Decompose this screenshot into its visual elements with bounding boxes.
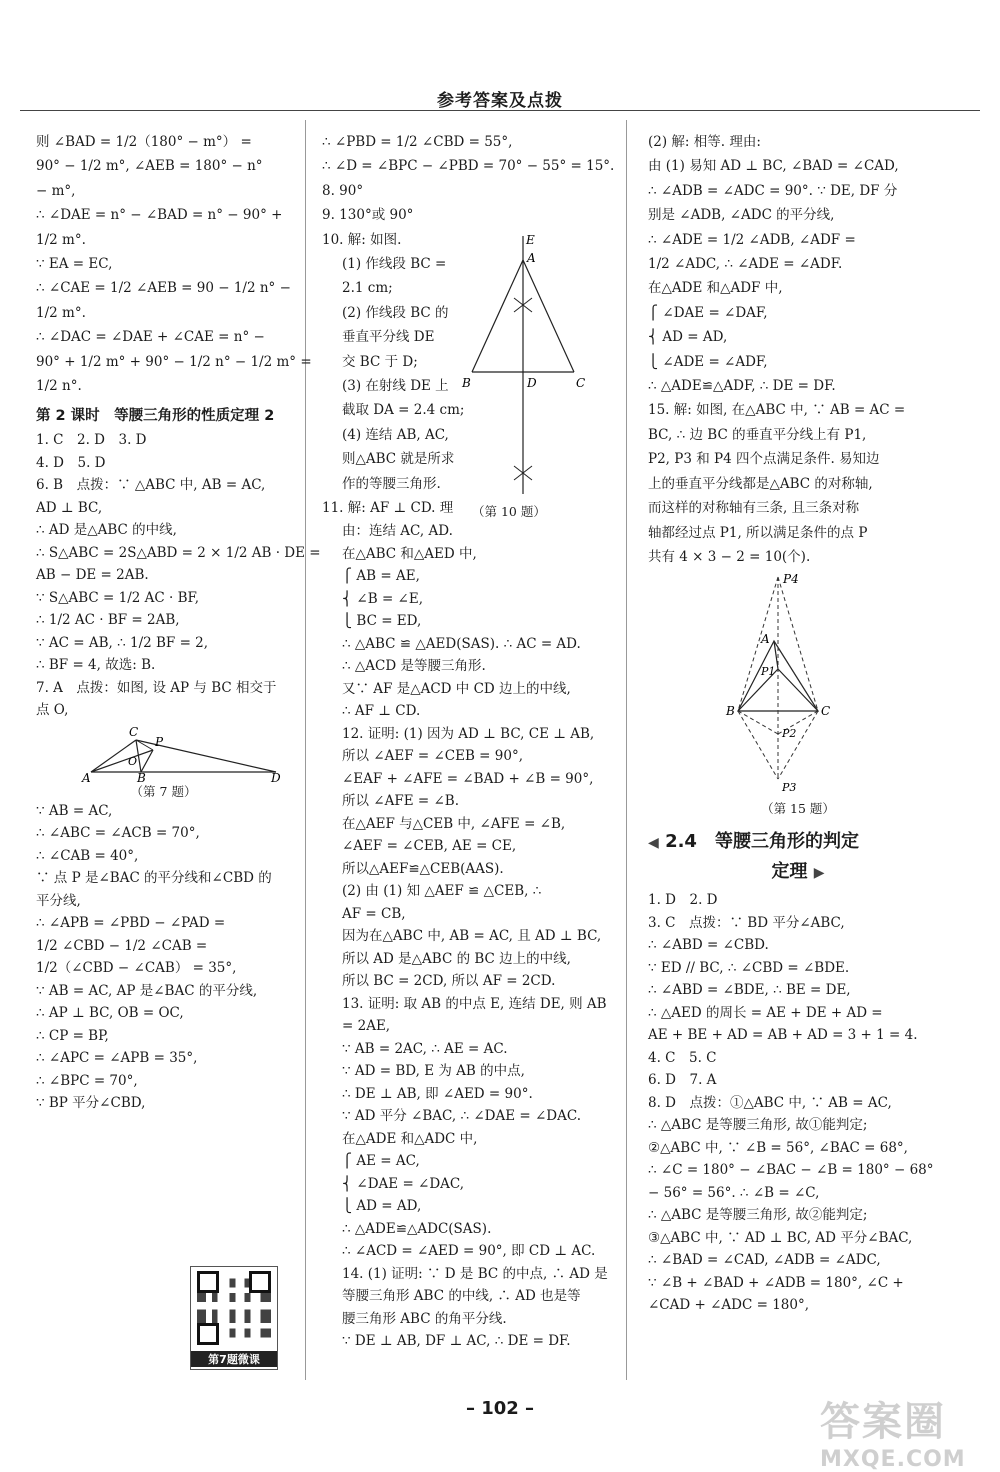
text-line: ∠EAF + ∠AFE = ∠BAD + ∠B = 90°, <box>342 770 594 787</box>
text-line: 1/2 m°. <box>36 304 86 321</box>
text-line: 3. C 点拨：∵ BD 平分∠ABC, <box>648 914 845 931</box>
watermark <box>820 1390 966 1472</box>
figure-15-caption: （第 15 题） <box>761 801 835 817</box>
text-line: ∴ ∠APB = ∠PBD − ∠PAD = <box>36 915 226 932</box>
qr-label: 第7题微课 <box>191 1351 277 1367</box>
text-line: = 2AE, <box>342 1018 391 1035</box>
column-2 <box>322 130 615 1353</box>
section-title-2-4-cont <box>648 857 948 883</box>
fig10-label-A: A <box>527 251 536 266</box>
col1-top-lines <box>36 130 312 398</box>
fig7-label-C: C <box>129 724 139 739</box>
column-3 <box>648 130 948 1317</box>
text-line: ∴ CP = BP, <box>36 1027 109 1044</box>
text-line: ⎨ ∠B = ∠E, <box>342 590 423 607</box>
text-line: ∵ AD 平分 ∠BAC, ∴ ∠DAE = ∠DAC. <box>342 1108 581 1125</box>
text-line: ∴ ∠ABC = ∠ACB = 70°, <box>36 825 200 842</box>
fig15-label-B: B <box>726 704 735 719</box>
text-line: AF = CB, <box>342 905 406 922</box>
text-line: ∠AEF = ∠CEB, AE = CE, <box>342 838 517 855</box>
text-line: 12. 证明: (1) 因为 AD ⊥ BC, CE ⊥ AB, <box>342 725 595 742</box>
col1-mid-lines <box>36 429 321 722</box>
text-line: (3) 在射线 DE 上 <box>342 378 449 395</box>
text-line: 交 BC 于 D; <box>342 353 418 370</box>
text-line: ∵ S△ABC = 1/2 AC · BF, <box>36 589 200 606</box>
text-line: (2) 解: 相等. 理由: <box>648 134 761 150</box>
text-line: 6. B 点拨：∵ △ABC 中, AB = AC, <box>36 477 266 494</box>
text-line: − 56° = 56°. ∴ ∠B = ∠C, <box>648 1184 820 1201</box>
fig7-label-A: A <box>82 770 91 785</box>
text-line: 上的垂直平分线都是△ABC 的对称轴, <box>648 475 873 492</box>
fig7-label-B: B <box>137 770 146 785</box>
text-line: ∵ AC = AB, ∴ 1/2 BF = 2, <box>36 634 209 651</box>
text-line: ∴ ∠ADB = ∠ADC = 90°. ∵ DE, DF 分 <box>648 182 898 199</box>
text-line: 等腰三角形 ABC 的中线, ∴ AD 也是等 <box>342 1288 581 1305</box>
text-line: 1. D 2. D <box>648 892 718 909</box>
text-line: ∴ AD 是△ABC 的中线, <box>36 522 177 539</box>
text-line: ∵ AB = AC, <box>36 802 113 819</box>
text-line: ⎧ ∠DAE = ∠DAF, <box>648 304 768 321</box>
text-line: ∴ ∠BAD = ∠CAD, ∠ADB = ∠ADC, <box>648 1252 881 1269</box>
text-line: 在△ABC 和△AED 中, <box>342 545 477 562</box>
text-line: ∠CAD + ∠ADC = 180°, <box>648 1297 810 1314</box>
text-line: (2) 由 (1) 知 △AEF ≌ △CEB, ∴ <box>342 883 542 900</box>
text-line: 1/2 m°. <box>36 231 86 248</box>
fig10-label-C: C <box>576 376 586 391</box>
section-title-2-4-text: 2.4 等腰三角形的判定 <box>665 831 859 853</box>
text-line: 由 (1) 易知 AD ⊥ BC, ∠BAD = ∠CAD, <box>648 158 899 175</box>
text-line: ∴ ∠ACD = ∠AED = 90°, 即 CD ⊥ AC. <box>342 1243 596 1260</box>
text-line: 1/2 ∠CBD − 1/2 ∠CAB = <box>36 937 208 954</box>
column-divider-1 <box>305 120 306 1380</box>
text-line: 在△ADE 和△ADF 中, <box>648 280 783 297</box>
text-line: ∴ ∠CAE = 1/2 ∠AEB = 90 − 1/2 n° − <box>36 280 291 297</box>
text-line: 所以 ∠AEF = ∠CEB = 90°, <box>342 748 523 765</box>
text-line: 平分线, <box>36 892 81 909</box>
text-line: 别是 ∠ADB, ∠ADC 的平分线, <box>648 207 835 224</box>
figure-15-diagram <box>728 569 858 799</box>
text-line: 点 O, <box>36 702 69 719</box>
q10-lines <box>342 252 464 496</box>
watermark-main: 答案圈 <box>820 1399 946 1445</box>
text-line: ∴ ∠CAB = 40°, <box>36 847 139 864</box>
text-line: 90° + 1/2 m° + 90° − 1/2 n° − 1/2 m° = <box>36 353 312 370</box>
fig15-label-P2: P2 <box>782 727 797 741</box>
section-title-2-4-text-2: 定理 <box>771 861 808 883</box>
text-line: ∵ BP 平分∠CBD, <box>36 1095 146 1112</box>
column-1 <box>36 130 321 1115</box>
text-line: 1. C 2. D 3. D <box>36 432 147 449</box>
text-line: 则 ∠BAD = 1/2（180° − m°） = <box>36 134 252 150</box>
text-line: AB − DE = 2AB. <box>36 567 149 584</box>
text-line: 9. 130°或 90° <box>322 207 414 224</box>
text-line: ∴ AF ⊥ CD. <box>342 703 421 720</box>
qr-finder-2 <box>249 1271 271 1293</box>
text-line: (1) 作线段 BC = <box>342 256 447 273</box>
col1-bottom-lines <box>36 800 291 1115</box>
text-line: ∴ ∠C = 180° − ∠BAC − ∠B = 180° − 68° <box>648 1162 934 1179</box>
figure-10-diagram <box>462 232 592 500</box>
fig7-label-D: D <box>271 770 281 785</box>
fig10-label-B: B <box>462 376 471 391</box>
text-line: 1/2 ∠ADC, ∴ ∠ADE = ∠ADF. <box>648 256 843 273</box>
fig15-label-P3: P3 <box>782 781 797 795</box>
text-line: ∵ AB = AC, AP 是∠BAC 的平分线, <box>36 982 258 999</box>
q11-first-line: 11. 解: AF ⊥ CD. 理 <box>322 500 454 517</box>
watermark-sub: MXQE.COM <box>820 1447 966 1472</box>
text-line: ∴ ∠ADE = 1/2 ∠ADB, ∠ADF = <box>648 231 856 248</box>
text-line: ∵ ED // BC, ∴ ∠CBD = ∠BDE. <box>648 959 850 976</box>
text-line: ∴ BF = 4, 故选: B. <box>36 657 156 674</box>
page-number: – 102 – <box>465 1398 535 1419</box>
text-line: ∵ ∠B + ∠BAD + ∠ADB = 180°, ∠C + <box>648 1274 904 1291</box>
text-line: ②△ABC 中, ∵ ∠B = 56°, ∠BAC = 68°, <box>648 1139 908 1156</box>
text-line: 8. D 点拨：①△ABC 中, ∵ AB = AC, <box>648 1094 892 1111</box>
text-line: ∴ ∠BPC = 70°, <box>36 1072 138 1089</box>
fig10-label-E: E <box>526 233 535 248</box>
figure-10-caption: （第 10 题） <box>472 504 546 520</box>
text-line: 所以 ∠AFE = ∠B. <box>342 793 459 810</box>
text-line: ∴ 1/2 AC · BF = 2AB, <box>36 612 180 629</box>
text-line: (4) 连结 AB, AC, <box>342 426 449 443</box>
text-line: 所以△AEF≌△CEB(AAS). <box>342 860 504 877</box>
text-line: ∵ AD = BD, E 为 AB 的中点, <box>342 1063 525 1080</box>
text-line: 1/2 n°. <box>36 378 82 395</box>
text-line: ③△ABC 中, ∵ AD ⊥ BC, AD 平分∠BAC, <box>648 1229 913 1246</box>
text-line: 轴都经过点 P1, 所以满足条件的点 P <box>648 524 868 541</box>
text-line: 作的等腰三角形. <box>342 475 441 492</box>
text-line: ∴ AP ⊥ BC, OB = OC, <box>36 1005 184 1022</box>
text-line: AE + BE + AD = AB + AD = 3 + 1 = 4. <box>648 1027 918 1044</box>
text-line: 所以 BC = 2CD, 所以 AF = 2CD. <box>342 973 556 990</box>
text-line: 13. 证明: 取 AB 的中点 E, 连结 DE, 则 AB <box>342 995 607 1012</box>
text-line: P2, P3 和 P4 四个点满足条件. 易知边 <box>648 451 880 468</box>
fig15-label-C: C <box>821 704 831 719</box>
text-line: ∴ △ABC 是等腰三角形, 故②能判定; <box>648 1207 868 1224</box>
text-line: 在△ADE 和△ADC 中, <box>342 1130 478 1147</box>
fig7-label-P: P <box>155 734 164 749</box>
fig15-label-P4: P4 <box>783 572 799 587</box>
text-line: 则△ABC 就是所求 <box>342 451 455 468</box>
text-line: ∴ △ABC 是等腰三角形, 故①能判定; <box>648 1117 868 1134</box>
text-line: ∴ S△ABC = 2S△ABD = 2 × 1/2 AB · DE = <box>36 544 321 561</box>
text-line: ∴ DE ⊥ AB, 即 ∠AED = 90°. <box>342 1085 533 1102</box>
text-line: ⎧ AB = AE, <box>342 568 420 585</box>
text-line: ∵ 点 P 是∠BAC 的平分线和∠CBD 的 <box>36 870 272 887</box>
figure-15 <box>648 569 948 799</box>
text-line: 由：连结 AC, AD. <box>342 523 453 540</box>
text-line: ∴ △ADE≌△ADF, ∴ DE = DF. <box>648 378 836 395</box>
text-line: 垂直平分线 DE <box>342 329 435 346</box>
text-line: BC, ∴ 边 BC 的垂直平分线上有 P1, <box>648 426 867 443</box>
text-line: ∵ EA = EC, <box>36 256 113 273</box>
text-line: ⎩ ∠ADE = ∠ADF, <box>648 353 768 370</box>
col3-bottom-lines <box>648 889 948 1317</box>
col3-top-lines <box>648 130 948 569</box>
text-line: 共有 4 × 3 − 2 = 10(个). <box>648 548 811 565</box>
text-line: 14. (1) 证明: ∵ D 是 BC 的中点, ∴ AD 是 <box>342 1265 608 1282</box>
text-line: 6. D 7. A <box>648 1072 717 1089</box>
text-line: ∴ ∠ABD = ∠BDE, ∴ BE = DE, <box>648 982 851 999</box>
fig10-label-D: D <box>527 376 537 391</box>
fig15-label-P1: P1 <box>761 665 776 679</box>
text-line: ∵ AB = 2AC, ∴ AE = AC. <box>342 1040 508 1057</box>
text-line: ⎨ AD = AD, <box>648 329 728 346</box>
section-title-lesson2: 第 2 课时 等腰三角形的性质定理 2 <box>36 408 275 425</box>
text-line: 15. 解: 如图, 在△ABC 中, ∵ AB = AC = <box>648 402 906 419</box>
qr-code[interactable] <box>190 1266 278 1370</box>
text-line: 4. C 5. C <box>648 1049 717 1066</box>
figure-7 <box>36 722 291 785</box>
text-line: ⎨ ∠DAE = ∠DAC, <box>342 1175 465 1192</box>
text-line: ∴ ∠D = ∠BPC − ∠PBD = 70° − 55° = 15°. <box>322 158 615 175</box>
figure-7-caption: （第 7 题） <box>130 783 197 799</box>
text-line: ∴ ∠APC = ∠APB = 35°, <box>36 1050 198 1067</box>
text-line: 2.1 cm; <box>342 280 393 297</box>
figure-7-diagram <box>81 722 281 785</box>
text-line: (2) 作线段 BC 的 <box>342 304 449 321</box>
qr-finder-1 <box>197 1271 219 1293</box>
text-line: AD ⊥ BC, <box>36 499 103 516</box>
text-line: 10. 解: 如图. <box>322 231 402 248</box>
text-line: 在△AEF 与△CEB 中, ∠AFE = ∠B, <box>342 815 566 832</box>
text-line: ∴ △ABC ≌ △AED(SAS). ∴ AC = AD. <box>342 635 581 652</box>
text-line: ⎧ AE = AC, <box>342 1153 420 1170</box>
text-line: 7. A 点拨：如图, 设 AP 与 BC 相交于 <box>36 679 277 696</box>
fig7-label-O: O <box>128 754 138 768</box>
triangle-left-icon: ◀ <box>648 835 659 852</box>
text-line: 腰三角形 ABC 的角平分线. <box>342 1310 507 1327</box>
text-line: ∴ ∠ABD = ∠CBD. <box>648 937 769 954</box>
text-line: ∴ ∠DAC = ∠DAE + ∠CAE = n° − <box>36 329 265 346</box>
text-line: 4. D 5. D <box>36 454 106 471</box>
qr-finder-3 <box>197 1323 219 1345</box>
page-header: 参考答案及点拨 <box>437 91 563 111</box>
text-line: 90° − 1/2 m°, ∠AEB = 180° − n° <box>36 158 263 175</box>
text-line: ∴ △ADE≌△ADC(SAS). <box>342 1220 492 1237</box>
text-line: − m°, <box>36 182 76 199</box>
header-rule <box>20 110 980 111</box>
section-title-2-4 <box>648 827 948 853</box>
text-line: 因为在△ABC 中, AB = AC, 且 AD ⊥ BC, <box>342 928 602 945</box>
fig15-label-A: A <box>761 632 770 647</box>
text-line: 8. 90° <box>322 182 364 199</box>
text-line: ⎩ BC = ED, <box>342 613 422 630</box>
text-line: 又∵ AF 是△ACD 中 CD 边上的中线, <box>342 680 571 697</box>
text-line: 而这样的对称轴有三条, 且三条对称 <box>648 500 860 517</box>
text-line: ∴ ∠PBD = 1/2 ∠CBD = 55°, <box>322 134 513 150</box>
text-line: 所以 AD 是△ABC 的 BC 边上的中线, <box>342 950 571 967</box>
col2-rest-lines <box>322 520 607 1353</box>
text-line: 截取 DA = 2.4 cm; <box>342 402 465 419</box>
text-line: ⎩ AD = AD, <box>342 1198 422 1215</box>
text-line: ∵ DE ⊥ AB, DF ⊥ AC, ∴ DE = DF. <box>342 1333 571 1350</box>
text-line: ∴ △ACD 是等腰三角形. <box>342 658 486 675</box>
text-line: ∴ △AED 的周长 = AE + DE + AD = <box>648 1004 883 1021</box>
text-line: 1/2（∠CBD − ∠CAB） = 35°, <box>36 960 237 977</box>
triangle-right-icon: ▶ <box>813 865 825 882</box>
text-line: ∴ ∠DAE = n° − ∠BAD = n° − 90° + <box>36 207 283 224</box>
column-divider-2 <box>626 120 627 1380</box>
